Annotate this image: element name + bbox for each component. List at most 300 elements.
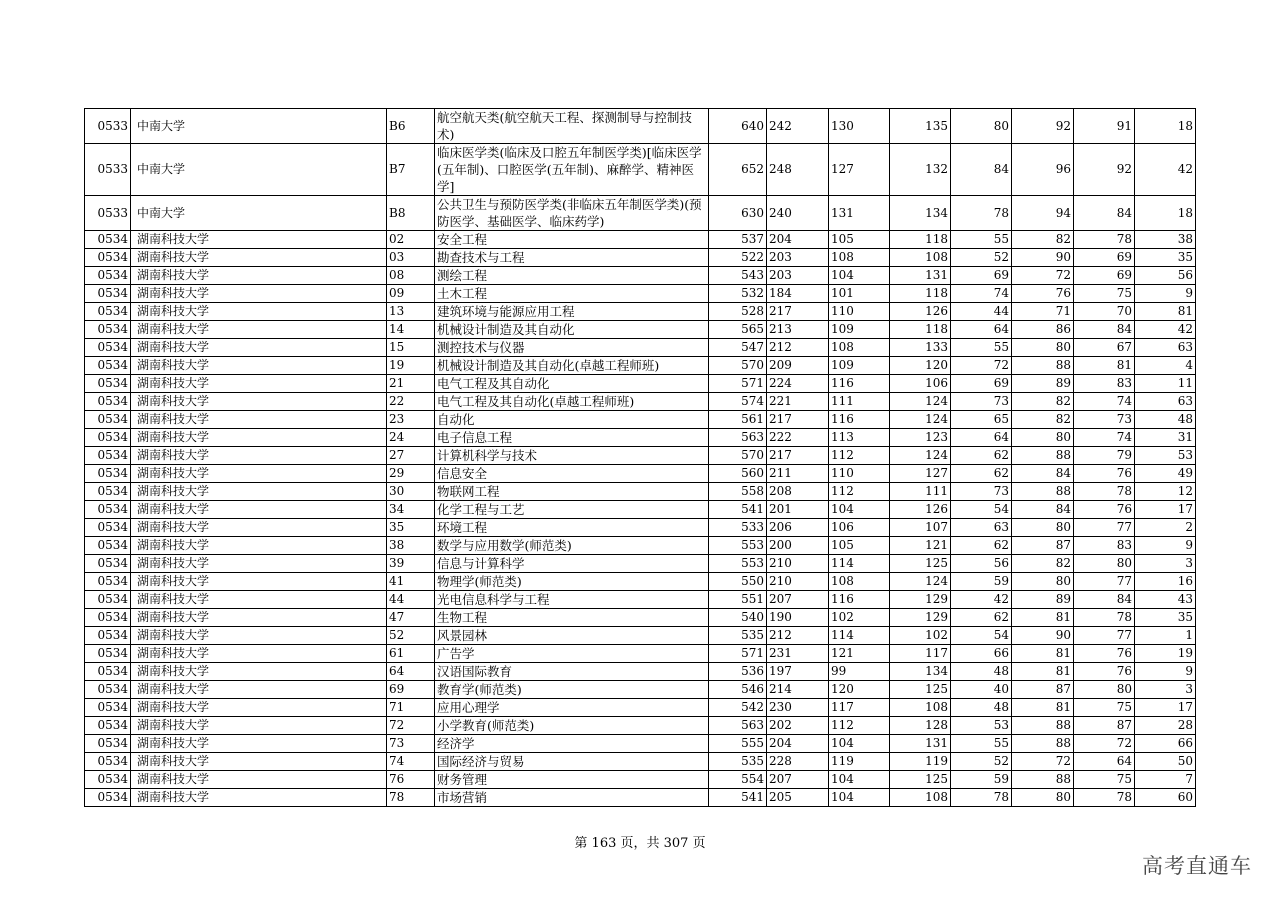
score-col-5-cell: 62 <box>951 447 1012 465</box>
score-col-5-cell: 65 <box>951 411 1012 429</box>
score-col-3-cell: 119 <box>829 753 890 771</box>
score-col-5-cell: 73 <box>951 393 1012 411</box>
major-name-cell: 风景园林 <box>435 627 709 645</box>
score-col-7-cell: 83 <box>1074 537 1135 555</box>
score-col-3-cell: 104 <box>829 789 890 807</box>
score-col-5-cell: 62 <box>951 609 1012 627</box>
total-score-cell: 541 <box>709 501 767 519</box>
score-col-4-cell: 123 <box>890 429 951 447</box>
score-col-3-cell: 112 <box>829 447 890 465</box>
total-score-cell: 528 <box>709 303 767 321</box>
score-col-4-cell: 124 <box>890 411 951 429</box>
major-name-cell: 光电信息科学与工程 <box>435 591 709 609</box>
total-score-cell: 563 <box>709 717 767 735</box>
score-col-4-cell: 131 <box>890 267 951 285</box>
school-code-cell: 0534 <box>85 429 131 447</box>
total-score-cell: 565 <box>709 321 767 339</box>
score-col-7-cell: 69 <box>1074 249 1135 267</box>
total-score-cell: 547 <box>709 339 767 357</box>
school-name-cell: 湖南科技大学 <box>131 645 387 663</box>
score-col-6-cell: 92 <box>1012 109 1074 144</box>
score-col-7-cell: 84 <box>1074 321 1135 339</box>
total-score-cell: 554 <box>709 771 767 789</box>
total-score-cell: 570 <box>709 357 767 375</box>
major-name-cell: 勘查技术与工程 <box>435 249 709 267</box>
table-row <box>85 609 1196 627</box>
score-col-5-cell: 54 <box>951 501 1012 519</box>
score-col-3-cell: 116 <box>829 375 890 393</box>
school-code-cell: 0534 <box>85 321 131 339</box>
score-col-3-cell: 116 <box>829 411 890 429</box>
score-col-7-cell: 76 <box>1074 645 1135 663</box>
school-code-cell: 0534 <box>85 249 131 267</box>
score-col-4-cell: 124 <box>890 573 951 591</box>
score-col-3-cell: 106 <box>829 519 890 537</box>
school-code-cell: 0534 <box>85 735 131 753</box>
school-name-cell: 湖南科技大学 <box>131 663 387 681</box>
score-col-4-cell: 111 <box>890 483 951 501</box>
score-col-5-cell: 78 <box>951 196 1012 231</box>
score-col-8-cell: 28 <box>1135 717 1196 735</box>
score-col-7-cell: 77 <box>1074 573 1135 591</box>
major-code-cell: 44 <box>387 591 435 609</box>
major-code-cell: 09 <box>387 285 435 303</box>
score-col-6-cell: 71 <box>1012 303 1074 321</box>
score-col-3-cell: 120 <box>829 681 890 699</box>
score-col-2-cell: 202 <box>767 717 829 735</box>
score-col-3-cell: 130 <box>829 109 890 144</box>
score-col-8-cell: 63 <box>1135 393 1196 411</box>
score-col-4-cell: 118 <box>890 285 951 303</box>
score-col-4-cell: 126 <box>890 303 951 321</box>
score-col-2-cell: 190 <box>767 609 829 627</box>
table-row <box>85 735 1196 753</box>
major-name-cell: 小学教育(师范类) <box>435 717 709 735</box>
total-score-cell: 542 <box>709 699 767 717</box>
score-col-3-cell: 110 <box>829 303 890 321</box>
school-code-cell: 0534 <box>85 267 131 285</box>
score-col-4-cell: 134 <box>890 196 951 231</box>
major-name-cell: 临床医学类(临床及口腔五年制医学类)[临床医学(五年制)、口腔医学(五年制)、麻醉学、精神医学] <box>435 144 709 196</box>
school-name-cell: 湖南科技大学 <box>131 267 387 285</box>
total-score-cell: 540 <box>709 609 767 627</box>
score-col-6-cell: 72 <box>1012 267 1074 285</box>
score-col-2-cell: 208 <box>767 483 829 501</box>
score-col-5-cell: 73 <box>951 483 1012 501</box>
score-col-5-cell: 55 <box>951 339 1012 357</box>
score-col-4-cell: 132 <box>890 144 951 196</box>
score-col-3-cell: 111 <box>829 393 890 411</box>
score-table <box>84 108 1196 807</box>
score-col-8-cell: 50 <box>1135 753 1196 771</box>
score-col-7-cell: 75 <box>1074 771 1135 789</box>
total-score-cell: 560 <box>709 465 767 483</box>
major-code-cell: 38 <box>387 537 435 555</box>
score-col-7-cell: 76 <box>1074 501 1135 519</box>
school-name-cell: 湖南科技大学 <box>131 609 387 627</box>
score-col-7-cell: 78 <box>1074 231 1135 249</box>
school-code-cell: 0534 <box>85 537 131 555</box>
score-col-8-cell: 35 <box>1135 609 1196 627</box>
score-col-7-cell: 80 <box>1074 555 1135 573</box>
total-score-cell: 535 <box>709 753 767 771</box>
score-col-6-cell: 82 <box>1012 555 1074 573</box>
total-score-cell: 558 <box>709 483 767 501</box>
score-col-4-cell: 108 <box>890 699 951 717</box>
score-col-2-cell: 212 <box>767 339 829 357</box>
school-name-cell: 湖南科技大学 <box>131 249 387 267</box>
table-row <box>85 411 1196 429</box>
major-code-cell: 64 <box>387 663 435 681</box>
score-col-3-cell: 117 <box>829 699 890 717</box>
table-row <box>85 196 1196 231</box>
school-code-cell: 0534 <box>85 663 131 681</box>
score-col-8-cell: 9 <box>1135 285 1196 303</box>
total-score-cell: 563 <box>709 429 767 447</box>
score-col-5-cell: 64 <box>951 429 1012 447</box>
major-code-cell: 34 <box>387 501 435 519</box>
school-name-cell: 湖南科技大学 <box>131 555 387 573</box>
score-col-7-cell: 91 <box>1074 109 1135 144</box>
school-code-cell: 0534 <box>85 789 131 807</box>
score-col-5-cell: 52 <box>951 249 1012 267</box>
score-col-6-cell: 80 <box>1012 789 1074 807</box>
score-col-7-cell: 78 <box>1074 483 1135 501</box>
score-col-2-cell: 240 <box>767 196 829 231</box>
major-name-cell: 计算机科学与技术 <box>435 447 709 465</box>
score-col-3-cell: 109 <box>829 357 890 375</box>
score-col-2-cell: 206 <box>767 519 829 537</box>
table-row <box>85 663 1196 681</box>
score-col-8-cell: 35 <box>1135 249 1196 267</box>
major-name-cell: 财务管理 <box>435 771 709 789</box>
table-row <box>85 555 1196 573</box>
score-col-2-cell: 214 <box>767 681 829 699</box>
table-row <box>85 483 1196 501</box>
school-name-cell: 湖南科技大学 <box>131 519 387 537</box>
major-name-cell: 机械设计制造及其自动化 <box>435 321 709 339</box>
score-col-4-cell: 108 <box>890 789 951 807</box>
major-code-cell: 19 <box>387 357 435 375</box>
major-name-cell: 安全工程 <box>435 231 709 249</box>
major-name-cell: 汉语国际教育 <box>435 663 709 681</box>
score-col-3-cell: 114 <box>829 627 890 645</box>
major-name-cell: 广告学 <box>435 645 709 663</box>
score-col-6-cell: 88 <box>1012 447 1074 465</box>
score-col-3-cell: 105 <box>829 537 890 555</box>
score-col-8-cell: 12 <box>1135 483 1196 501</box>
score-col-3-cell: 127 <box>829 144 890 196</box>
score-col-4-cell: 125 <box>890 771 951 789</box>
major-code-cell: 47 <box>387 609 435 627</box>
score-col-3-cell: 108 <box>829 339 890 357</box>
table-row <box>85 109 1196 144</box>
school-name-cell: 湖南科技大学 <box>131 465 387 483</box>
score-col-3-cell: 104 <box>829 771 890 789</box>
major-code-cell: 74 <box>387 753 435 771</box>
score-col-2-cell: 217 <box>767 447 829 465</box>
major-code-cell: 14 <box>387 321 435 339</box>
score-col-7-cell: 80 <box>1074 681 1135 699</box>
table-row <box>85 645 1196 663</box>
score-col-4-cell: 135 <box>890 109 951 144</box>
school-name-cell: 湖南科技大学 <box>131 285 387 303</box>
score-col-4-cell: 106 <box>890 375 951 393</box>
score-col-2-cell: 224 <box>767 375 829 393</box>
score-col-7-cell: 78 <box>1074 789 1135 807</box>
school-code-cell: 0534 <box>85 447 131 465</box>
major-code-cell: 13 <box>387 303 435 321</box>
score-col-6-cell: 82 <box>1012 393 1074 411</box>
major-code-cell: 27 <box>387 447 435 465</box>
score-col-2-cell: 204 <box>767 231 829 249</box>
score-col-7-cell: 73 <box>1074 411 1135 429</box>
major-code-cell: 78 <box>387 789 435 807</box>
major-name-cell: 化学工程与工艺 <box>435 501 709 519</box>
school-code-cell: 0534 <box>85 465 131 483</box>
school-name-cell: 湖南科技大学 <box>131 321 387 339</box>
score-col-8-cell: 3 <box>1135 681 1196 699</box>
score-col-2-cell: 248 <box>767 144 829 196</box>
school-name-cell: 湖南科技大学 <box>131 699 387 717</box>
major-code-cell: B6 <box>387 109 435 144</box>
major-name-cell: 数学与应用数学(师范类) <box>435 537 709 555</box>
score-col-7-cell: 70 <box>1074 303 1135 321</box>
total-score-cell: 574 <box>709 393 767 411</box>
score-col-5-cell: 80 <box>951 109 1012 144</box>
total-score-cell: 553 <box>709 537 767 555</box>
school-name-cell: 湖南科技大学 <box>131 573 387 591</box>
score-col-6-cell: 90 <box>1012 627 1074 645</box>
school-code-cell: 0534 <box>85 753 131 771</box>
score-col-4-cell: 126 <box>890 501 951 519</box>
score-col-4-cell: 118 <box>890 231 951 249</box>
major-code-cell: 21 <box>387 375 435 393</box>
score-col-6-cell: 81 <box>1012 663 1074 681</box>
score-col-8-cell: 42 <box>1135 321 1196 339</box>
major-name-cell: 建筑环境与能源应用工程 <box>435 303 709 321</box>
school-code-cell: 0533 <box>85 144 131 196</box>
score-col-6-cell: 87 <box>1012 537 1074 555</box>
score-col-8-cell: 9 <box>1135 537 1196 555</box>
score-col-8-cell: 53 <box>1135 447 1196 465</box>
table-row <box>85 357 1196 375</box>
score-col-5-cell: 55 <box>951 231 1012 249</box>
school-code-cell: 0534 <box>85 573 131 591</box>
page-number: 第 163 页，共 307 页 <box>574 836 706 851</box>
school-name-cell: 中南大学 <box>131 144 387 196</box>
score-col-8-cell: 18 <box>1135 196 1196 231</box>
score-col-2-cell: 201 <box>767 501 829 519</box>
score-col-6-cell: 87 <box>1012 681 1074 699</box>
major-name-cell: 国际经济与贸易 <box>435 753 709 771</box>
score-col-3-cell: 113 <box>829 429 890 447</box>
school-name-cell: 湖南科技大学 <box>131 591 387 609</box>
major-name-cell: 自动化 <box>435 411 709 429</box>
score-col-5-cell: 84 <box>951 144 1012 196</box>
score-col-6-cell: 88 <box>1012 483 1074 501</box>
table-row <box>85 717 1196 735</box>
score-col-5-cell: 66 <box>951 645 1012 663</box>
score-col-7-cell: 76 <box>1074 465 1135 483</box>
score-col-8-cell: 43 <box>1135 591 1196 609</box>
major-code-cell: 76 <box>387 771 435 789</box>
score-col-2-cell: 207 <box>767 771 829 789</box>
table-row <box>85 339 1196 357</box>
school-name-cell: 湖南科技大学 <box>131 627 387 645</box>
major-code-cell: 23 <box>387 411 435 429</box>
score-col-7-cell: 83 <box>1074 375 1135 393</box>
score-col-8-cell: 9 <box>1135 663 1196 681</box>
school-code-cell: 0533 <box>85 109 131 144</box>
school-name-cell: 湖南科技大学 <box>131 339 387 357</box>
major-code-cell: 03 <box>387 249 435 267</box>
school-code-cell: 0534 <box>85 645 131 663</box>
major-name-cell: 经济学 <box>435 735 709 753</box>
table-row <box>85 501 1196 519</box>
table-row <box>85 753 1196 771</box>
score-col-6-cell: 80 <box>1012 339 1074 357</box>
score-col-8-cell: 1 <box>1135 627 1196 645</box>
major-name-cell: 电子信息工程 <box>435 429 709 447</box>
score-col-7-cell: 67 <box>1074 339 1135 357</box>
school-code-cell: 0534 <box>85 627 131 645</box>
score-col-6-cell: 76 <box>1012 285 1074 303</box>
score-col-6-cell: 82 <box>1012 231 1074 249</box>
score-col-4-cell: 131 <box>890 735 951 753</box>
table-row <box>85 375 1196 393</box>
table-row <box>85 573 1196 591</box>
score-col-5-cell: 55 <box>951 735 1012 753</box>
score-col-8-cell: 31 <box>1135 429 1196 447</box>
school-code-cell: 0534 <box>85 519 131 537</box>
score-col-2-cell: 217 <box>767 411 829 429</box>
total-score-cell: 537 <box>709 231 767 249</box>
score-col-5-cell: 48 <box>951 699 1012 717</box>
score-col-2-cell: 209 <box>767 357 829 375</box>
table-row <box>85 627 1196 645</box>
major-name-cell: 生物工程 <box>435 609 709 627</box>
major-code-cell: 24 <box>387 429 435 447</box>
major-code-cell: 15 <box>387 339 435 357</box>
score-col-2-cell: 207 <box>767 591 829 609</box>
score-col-7-cell: 77 <box>1074 627 1135 645</box>
table-row <box>85 285 1196 303</box>
table-row <box>85 303 1196 321</box>
score-col-4-cell: 128 <box>890 717 951 735</box>
score-col-3-cell: 108 <box>829 249 890 267</box>
score-col-6-cell: 82 <box>1012 411 1074 429</box>
school-name-cell: 湖南科技大学 <box>131 735 387 753</box>
school-name-cell: 湖南科技大学 <box>131 771 387 789</box>
major-name-cell: 应用心理学 <box>435 699 709 717</box>
score-col-5-cell: 59 <box>951 771 1012 789</box>
school-code-cell: 0534 <box>85 483 131 501</box>
score-col-6-cell: 81 <box>1012 645 1074 663</box>
total-score-cell: 546 <box>709 681 767 699</box>
table-row <box>85 681 1196 699</box>
total-score-cell: 630 <box>709 196 767 231</box>
score-col-6-cell: 84 <box>1012 501 1074 519</box>
score-col-2-cell: 242 <box>767 109 829 144</box>
table-row <box>85 465 1196 483</box>
major-name-cell: 信息与计算科学 <box>435 555 709 573</box>
score-col-4-cell: 129 <box>890 609 951 627</box>
score-col-2-cell: 210 <box>767 555 829 573</box>
score-col-5-cell: 64 <box>951 321 1012 339</box>
score-col-8-cell: 17 <box>1135 501 1196 519</box>
score-col-6-cell: 88 <box>1012 717 1074 735</box>
score-col-8-cell: 2 <box>1135 519 1196 537</box>
major-code-cell: 39 <box>387 555 435 573</box>
table-row <box>85 393 1196 411</box>
major-name-cell: 环境工程 <box>435 519 709 537</box>
school-name-cell: 湖南科技大学 <box>131 501 387 519</box>
total-score-cell: 550 <box>709 573 767 591</box>
score-col-2-cell: 212 <box>767 627 829 645</box>
school-code-cell: 0534 <box>85 681 131 699</box>
major-code-cell: 71 <box>387 699 435 717</box>
score-col-7-cell: 78 <box>1074 609 1135 627</box>
school-name-cell: 湖南科技大学 <box>131 537 387 555</box>
total-score-cell: 555 <box>709 735 767 753</box>
score-col-7-cell: 69 <box>1074 267 1135 285</box>
score-col-5-cell: 56 <box>951 555 1012 573</box>
major-name-cell: 测绘工程 <box>435 267 709 285</box>
table-row <box>85 537 1196 555</box>
score-col-7-cell: 92 <box>1074 144 1135 196</box>
score-col-2-cell: 200 <box>767 537 829 555</box>
table-row <box>85 249 1196 267</box>
school-code-cell: 0533 <box>85 196 131 231</box>
score-col-3-cell: 102 <box>829 609 890 627</box>
score-col-8-cell: 48 <box>1135 411 1196 429</box>
score-col-2-cell: 197 <box>767 663 829 681</box>
school-name-cell: 湖南科技大学 <box>131 429 387 447</box>
score-col-5-cell: 52 <box>951 753 1012 771</box>
score-col-6-cell: 88 <box>1012 357 1074 375</box>
school-code-cell: 0534 <box>85 717 131 735</box>
score-col-4-cell: 117 <box>890 645 951 663</box>
score-col-7-cell: 81 <box>1074 357 1135 375</box>
score-col-2-cell: 231 <box>767 645 829 663</box>
school-code-cell: 0534 <box>85 285 131 303</box>
table-row <box>85 789 1196 807</box>
table-row <box>85 447 1196 465</box>
score-col-6-cell: 88 <box>1012 735 1074 753</box>
table-row <box>85 267 1196 285</box>
major-name-cell: 航空航天类(航空航天工程、探测制导与控制技术) <box>435 109 709 144</box>
score-col-6-cell: 80 <box>1012 429 1074 447</box>
score-col-3-cell: 116 <box>829 591 890 609</box>
total-score-cell: 533 <box>709 519 767 537</box>
score-col-2-cell: 217 <box>767 303 829 321</box>
total-score-cell: 541 <box>709 789 767 807</box>
score-col-5-cell: 69 <box>951 267 1012 285</box>
school-code-cell: 0534 <box>85 339 131 357</box>
major-name-cell: 测控技术与仪器 <box>435 339 709 357</box>
table-row <box>85 519 1196 537</box>
school-code-cell: 0534 <box>85 591 131 609</box>
score-col-2-cell: 210 <box>767 573 829 591</box>
score-col-8-cell: 18 <box>1135 109 1196 144</box>
score-col-8-cell: 81 <box>1135 303 1196 321</box>
score-col-5-cell: 40 <box>951 681 1012 699</box>
score-col-3-cell: 101 <box>829 285 890 303</box>
score-col-3-cell: 108 <box>829 573 890 591</box>
score-col-8-cell: 38 <box>1135 231 1196 249</box>
major-code-cell: 61 <box>387 645 435 663</box>
